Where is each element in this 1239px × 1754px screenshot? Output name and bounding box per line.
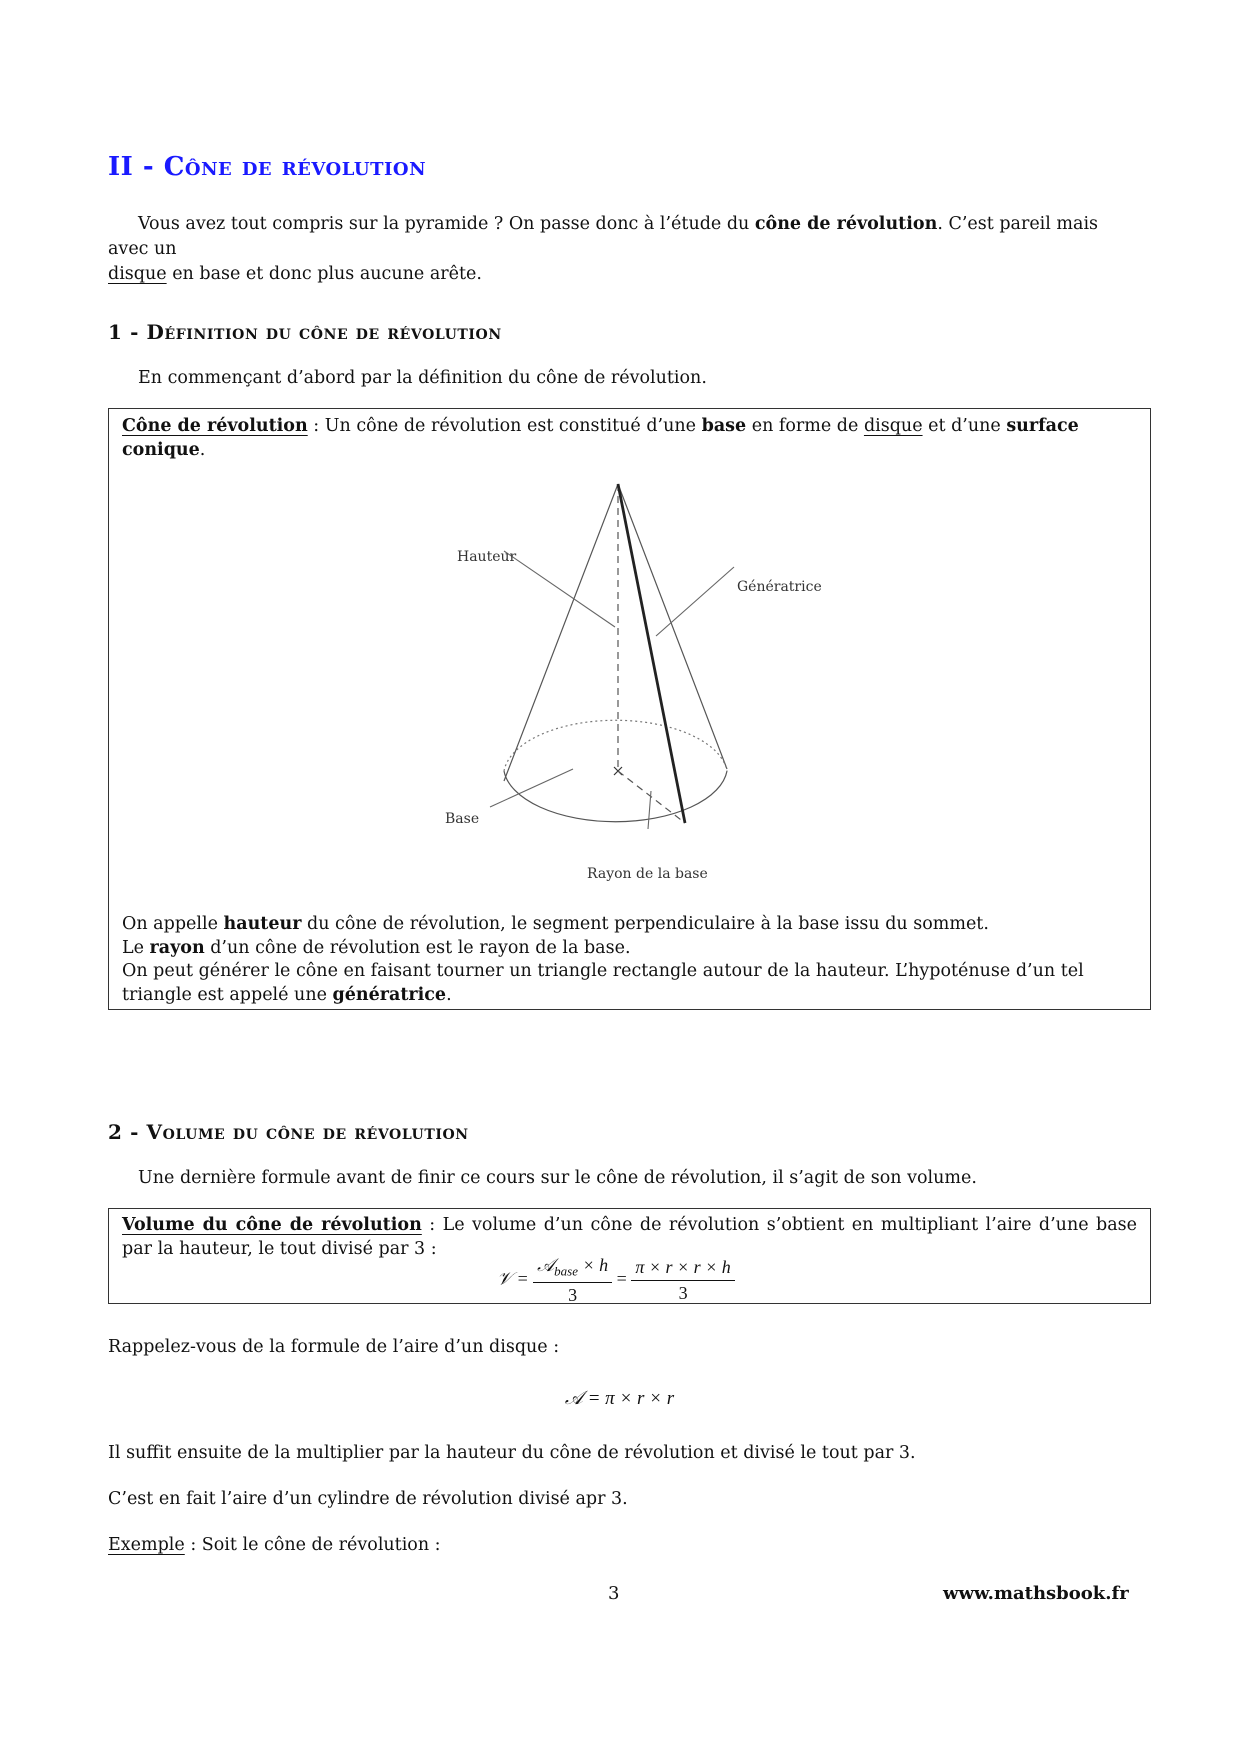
- intro-bold-term: cône de révolution: [754, 214, 938, 234]
- hauteur-leader: [504, 551, 615, 627]
- label-base: Base: [445, 811, 480, 827]
- cone-left-side: [504, 484, 618, 781]
- cone-right-side: [618, 484, 727, 769]
- label-hauteur: Hauteur: [457, 549, 517, 565]
- definition-statement: Cône de révolution : Un cône de révolution est constitué d’une base en forme de disque et d’une surface conique.: [122, 416, 1079, 460]
- label-rayon: Rayon de la base: [587, 866, 708, 882]
- generatrice-leader: [656, 567, 734, 636]
- base-front-arc: [504, 771, 727, 822]
- explanation-1: Il suffit ensuite de la multiplier par la hauteur du cône de révolution et divisé le tout par 3.: [108, 1443, 916, 1463]
- subsection-title-definition: 1 - Définition du cône de révolution: [108, 320, 502, 344]
- label-generatrice: Génératrice: [737, 579, 822, 595]
- disk-area-formula: 𝒜 = π × r × r: [564, 1388, 675, 1409]
- example-label: Exemple: [108, 1535, 185, 1555]
- volume-box: [108, 1208, 1151, 1304]
- volume-term: Volume du cône de révolution: [122, 1215, 422, 1235]
- footer-url: www.mathsbook.fr: [943, 1583, 1129, 1604]
- volume-lead: Une dernière formule avant de finir ce cours sur le cône de révolution, il s’agit de son volume.: [138, 1168, 977, 1188]
- volume-fraction-2: $\frac{\pi \times r \times r \times h}{3}$: [631, 1257, 734, 1304]
- base-back-arc: [504, 720, 727, 771]
- intro-underlined-term: disque: [108, 264, 167, 284]
- subsection-title-volume: 2 - Volume du cône de révolution: [108, 1120, 469, 1144]
- generatrix-line: [618, 484, 685, 823]
- recall-text: Rappelez-vous de la formule de l’aire d’un disque :: [108, 1337, 560, 1357]
- example-intro: Exemple : Soit le cône de révolution :: [108, 1535, 441, 1555]
- intro-paragraph: Vous avez tout compris sur la pyramide ? On passe donc à l’étude du cône de révolution. C’est pareil mais avec un disque en base et donc plus aucune arête.: [108, 214, 1099, 284]
- volume-statement: Volume du cône de révolution : Le volume d’un cône de révolution s’obtient en multipliant l’aire d’une base par la hauteur, le tout divisé par 3 :: [122, 1215, 1137, 1259]
- section-title: II - Cône de révolution: [108, 152, 427, 182]
- volume-fraction-1: $\frac{𝒜_{base} \times h}{3}$: [533, 1255, 612, 1306]
- base-leader: [490, 769, 573, 807]
- explanation-2: C’est en fait l’aire d’un cylindre de révolution divisé apr 3.: [108, 1489, 628, 1509]
- definition-details: On appelle hauteur du cône de révolution, le segment perpendiculaire à la base issu du sommet. Le rayon d’un cône de révolution est le rayon de la base. On peut générer le cône en faisant tourner un triangle rectangle autour de la hauteur. L’hypoténuse d’un tel triangle est appelé une génératrice.: [122, 914, 1084, 1005]
- definition-term: Cône de révolution: [122, 416, 308, 436]
- page-number: 3: [608, 1583, 620, 1604]
- definition-box: [108, 408, 1151, 1010]
- definition-lead: En commençant d’abord par la définition du cône de révolution.: [138, 368, 707, 388]
- volume-formula: 𝒱 = $\frac{𝒜_{base} \times h}{3}$ = $\frac{\pi \times r \times r \times h}{3}$: [497, 1255, 735, 1306]
- rayon-leader: [648, 791, 651, 829]
